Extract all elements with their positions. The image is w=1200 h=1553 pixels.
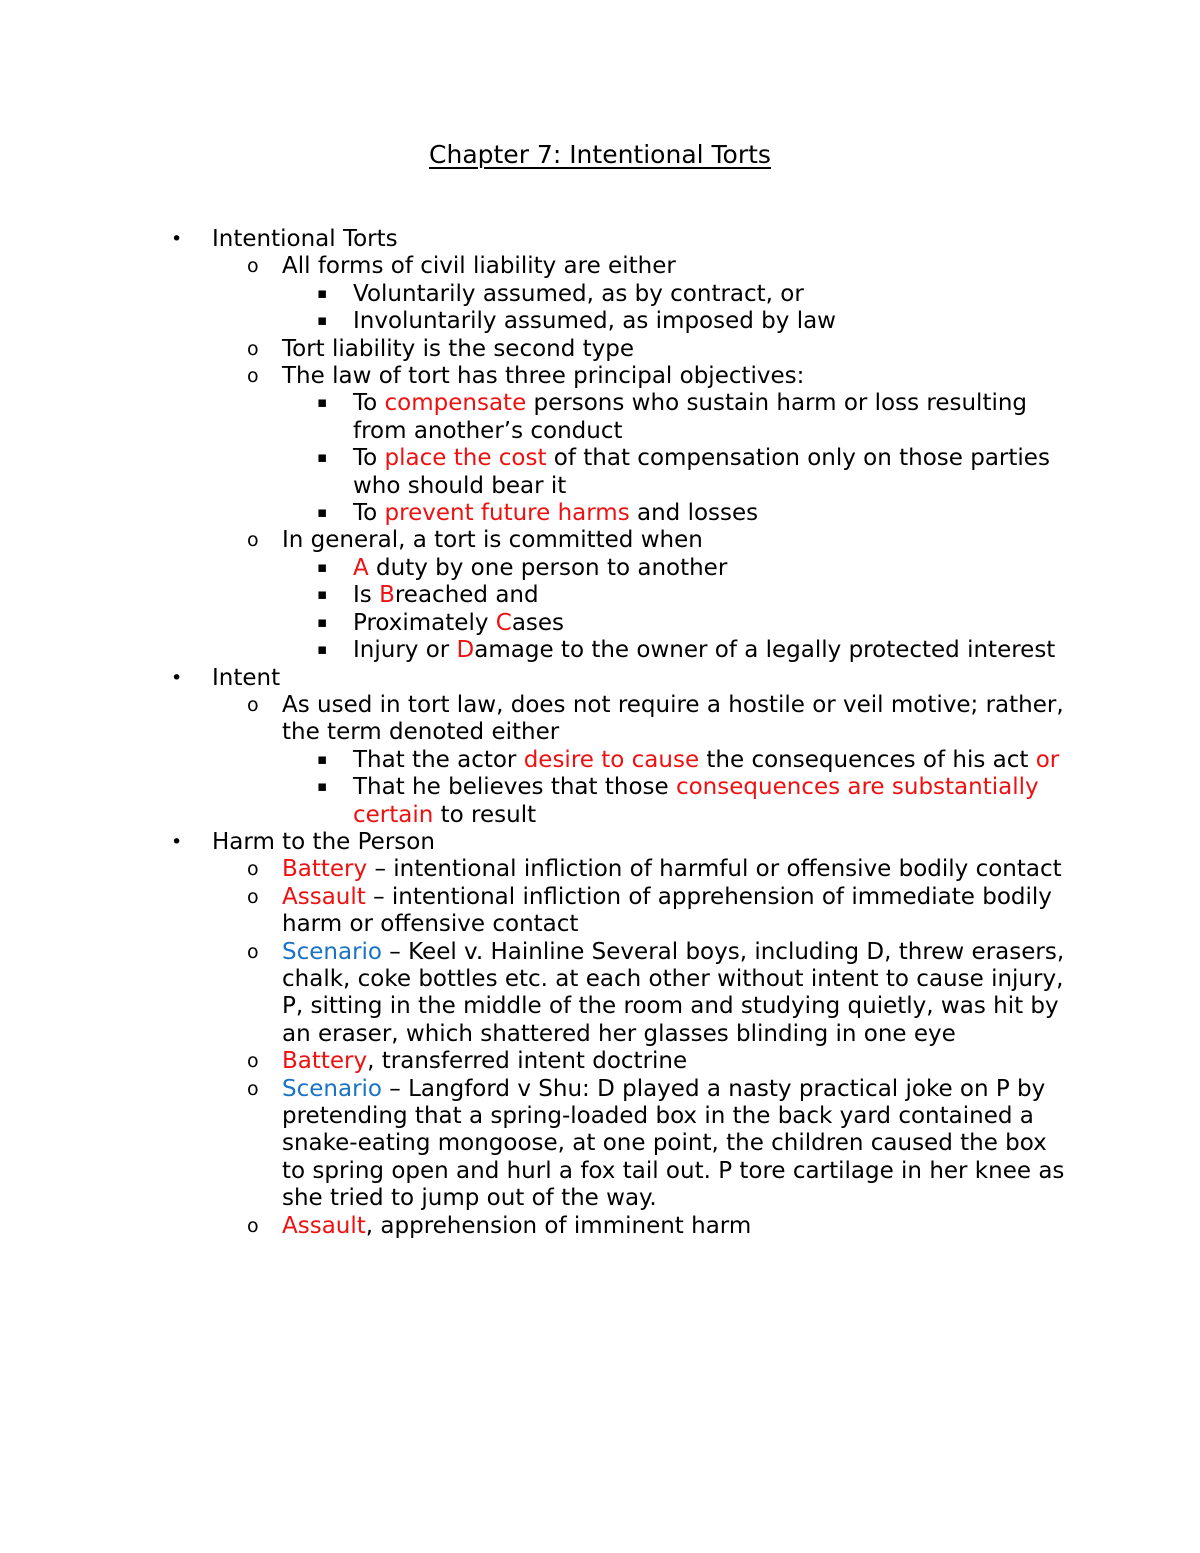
outline-item-level-3 bbox=[317, 609, 1073, 637]
text-run: , apprehension of imminent harm bbox=[365, 1212, 752, 1239]
text-run: Voluntarily assumed, as by contract, or bbox=[353, 280, 804, 307]
outline-item-level-3 bbox=[317, 390, 1073, 445]
bullet-circle-icon: o bbox=[247, 255, 259, 278]
text-run: – intentional infliction of apprehension of immediate bodily harm or offensive contact bbox=[282, 883, 1052, 938]
outline-item-level-3 bbox=[317, 554, 1073, 582]
text-run: Harm to the Person bbox=[212, 828, 435, 855]
highlighted-term: consequences are substantially certain bbox=[353, 774, 1039, 828]
bullet-square-icon: ▪ bbox=[317, 448, 328, 467]
outline-item-level-2 bbox=[247, 883, 1072, 939]
highlighted-term: compensate bbox=[384, 390, 527, 417]
outline-item-level-3 bbox=[317, 582, 1073, 609]
bullet-circle-icon: o bbox=[247, 365, 259, 388]
outline-item-level-2 bbox=[247, 253, 1072, 280]
bullet-square-icon: ▪ bbox=[317, 503, 328, 522]
outline-item-level-3 bbox=[317, 637, 1073, 664]
highlighted-term: C bbox=[495, 609, 512, 636]
outline-item-level-3 bbox=[317, 774, 1073, 829]
bullet-square-icon: ▪ bbox=[317, 777, 328, 796]
page-title: Chapter 7: Intentional Torts bbox=[429, 140, 771, 169]
outline-item-level-2 bbox=[247, 1075, 1072, 1213]
highlighted-term: Battery bbox=[282, 856, 368, 883]
text-run: duty by one person to another bbox=[368, 554, 728, 581]
bullet-circle-icon: o bbox=[247, 858, 259, 881]
text-run: Involuntarily assumed, as imposed by law bbox=[353, 308, 836, 335]
text-run: the consequences of his act bbox=[699, 746, 1036, 773]
bullet-circle-icon: o bbox=[247, 529, 259, 552]
highlighted-term: Battery bbox=[282, 1048, 368, 1075]
outline-item-level-2 bbox=[247, 1048, 1072, 1075]
text-run: reached and bbox=[394, 582, 539, 609]
text-run: As used in tort law, does not require a hostile or veil motive; rather, the term denoted either bbox=[282, 691, 1064, 746]
text-run: and losses bbox=[629, 500, 759, 527]
text-run: of that compensation only on those parties who should bear it bbox=[353, 445, 1050, 499]
highlighted-term: Assault bbox=[282, 883, 366, 910]
outline-item-level-3 bbox=[317, 445, 1073, 500]
text-run: to result bbox=[433, 801, 537, 828]
highlighted-term: or bbox=[1035, 746, 1060, 773]
text-run: Injury or bbox=[353, 637, 457, 664]
outline-item-level-1 bbox=[171, 664, 1072, 692]
text-run: Intent bbox=[212, 664, 281, 691]
bullet-square-icon: ▪ bbox=[317, 393, 328, 412]
text-run: That he believes that those bbox=[353, 774, 676, 801]
text-run: – intentional infliction of harmful or offensive bodily contact bbox=[367, 856, 1062, 883]
bullet-square-icon: ▪ bbox=[317, 585, 328, 604]
outline-item-level-1 bbox=[171, 828, 1072, 856]
text-run: persons who sustain harm or loss resulting from another’s conduct bbox=[353, 390, 1028, 444]
text-run: – Keel v. Hainline Several boys, including D, threw erasers, chalk, coke bottles etc. at each other without intent to cause injury, P, sitting in the middle of the room and studying quietly, was hit by an eraser, which shattered her glasses blinding in one eye bbox=[282, 938, 1065, 1047]
outline-item-level-2 bbox=[247, 527, 1072, 554]
outline-item-level-2 bbox=[247, 363, 1072, 390]
text-run: All forms of civil liability are either bbox=[282, 253, 676, 280]
outline-item-level-3 bbox=[317, 280, 1073, 308]
text-run: To bbox=[353, 500, 385, 527]
outline-item-level-3 bbox=[317, 746, 1073, 774]
text-run: Tort liability is the second type bbox=[282, 335, 635, 362]
text-run: ases bbox=[511, 609, 565, 636]
bullet-square-icon: ▪ bbox=[317, 311, 328, 330]
text-run: , transferred intent doctrine bbox=[367, 1048, 688, 1075]
text-run: Intentional Torts bbox=[212, 226, 398, 252]
highlighted-term: place the cost bbox=[384, 445, 547, 472]
outline-item-level-3 bbox=[317, 500, 1073, 527]
highlighted-term: A bbox=[353, 554, 369, 581]
outline-item-level-2 bbox=[247, 938, 1072, 1049]
bullet-square-icon: ▪ bbox=[317, 557, 328, 576]
bullet-disc-icon: • bbox=[171, 830, 183, 853]
text-run: Is bbox=[353, 582, 380, 609]
bullet-circle-icon: o bbox=[247, 693, 259, 716]
text-run: Proximately bbox=[353, 609, 496, 636]
bullet-disc-icon: • bbox=[171, 666, 183, 689]
outline-item-level-2 bbox=[247, 335, 1072, 363]
text-run: – Langford v Shu: D played a nasty practical joke on P by pretending that a spring-loaded box in the back yard contained a snake-eating mongoose, at one point, the children caused the box to spring open and hurl a fox tail out. P tore cartilage in her knee as she tried to jump out of the way. bbox=[282, 1075, 1065, 1212]
bullet-circle-icon: o bbox=[247, 940, 259, 963]
text-run: In general, a tort is committed when bbox=[282, 527, 703, 554]
highlighted-term: Assault bbox=[282, 1212, 366, 1239]
bullet-circle-icon: o bbox=[247, 1077, 259, 1100]
bullet-square-icon: ▪ bbox=[317, 640, 328, 659]
highlighted-term: prevent future harms bbox=[384, 500, 630, 527]
highlighted-term: D bbox=[456, 637, 475, 664]
highlighted-term: B bbox=[379, 582, 395, 609]
outline-item-level-1 bbox=[171, 226, 1072, 253]
outline-list bbox=[0, 226, 1200, 1240]
outline-item-level-2 bbox=[247, 691, 1072, 747]
highlighted-term: desire to cause bbox=[523, 746, 700, 773]
bullet-square-icon: ▪ bbox=[317, 283, 328, 302]
highlighted-term: Scenario bbox=[282, 938, 382, 965]
bullet-circle-icon: o bbox=[247, 1214, 259, 1237]
text-run: That the actor bbox=[353, 746, 524, 773]
highlighted-term: Scenario bbox=[282, 1075, 382, 1102]
bullet-square-icon: ▪ bbox=[317, 612, 328, 631]
bullet-circle-icon: o bbox=[247, 885, 259, 908]
text-run: To bbox=[353, 390, 385, 417]
bullet-circle-icon: o bbox=[247, 1050, 259, 1073]
outline-item-level-2 bbox=[247, 1212, 1072, 1240]
text-run: The law of tort has three principal objectives: bbox=[282, 363, 805, 390]
outline-item-level-2 bbox=[247, 856, 1072, 883]
text-run: amage to the owner of a legally protected interest bbox=[474, 637, 1056, 664]
bullet-circle-icon: o bbox=[247, 337, 259, 360]
bullet-square-icon: ▪ bbox=[317, 749, 328, 768]
outline-item-level-3 bbox=[317, 308, 1073, 335]
text-run: To bbox=[353, 445, 385, 472]
bullet-disc-icon: • bbox=[171, 228, 183, 250]
